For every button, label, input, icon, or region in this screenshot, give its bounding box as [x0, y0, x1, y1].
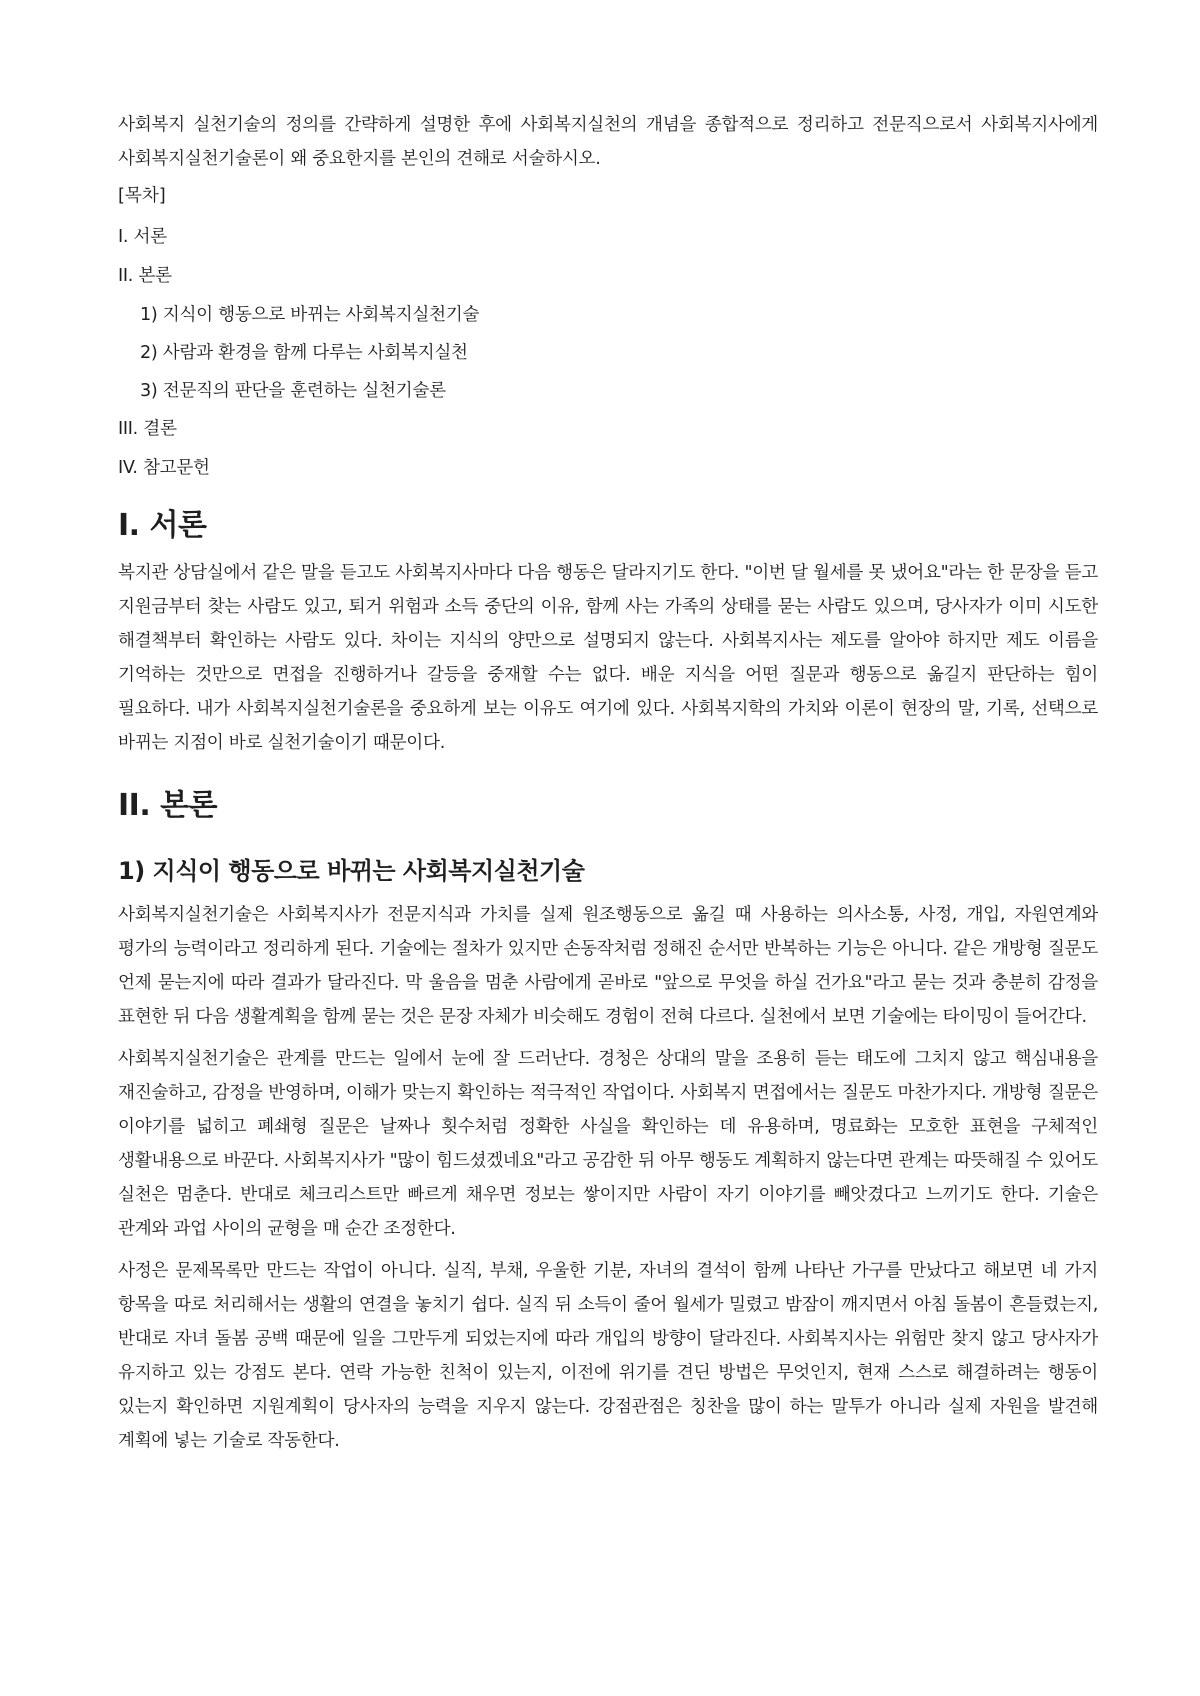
body-paragraph: 사회복지실천기술은 사회복지사가 전문지식과 가치를 실제 원조행동으로 옮길 때 사용하는 의사소통, 사정, 개입, 자원연계와 평가의 능력이라고 정리하게 된다. 기술에는 절차가 있지만 손동작처럼 정해진 순서만 반복하는 기능은 아니다. 같은 개방형 질문도 언제 묻는지에 따라 결과가 달라진다. 막 울음을 멈춘 사람에게 곧바로 "앞으로 무엇을 하실 건가요"라고 묻는 것과 충분히 감정을 표현한 뒤 다음 생활계획을 함께 묻는 것은 문장 자체가 비슷해도 경험이 전혀 다르다. 실천에서 보면 기술에는 타이밍이 들어간다. — [118, 905, 1098, 1027]
body-paragraph: 사정은 문제목록만 만드는 작업이 아니다. 실직, 부채, 우울한 기분, 자녀의 결석이 함께 나타난 가구를 만났다고 해보면 네 가지 항목을 따로 처리해서는 생활의 연결을 놓치기 쉽다. 실직 뒤 소득이 줄어 월세가 밀렸고 밤잠이 깨지면서 아침 돌봄이 흔들렸는지, 반대로 자녀 돌봄 공백 때문에 일을 그만두게 되었는지에 따라 개입의 방향이 달라진다. 사회복지사는 위험만 찾지 않고 당사자가 유지하고 있는 강점도 본다. 연락 가능한 친척이 있는지, 이전에 위기를 견딘 방법은 무엇인지, 현재 스스로 해결하려는 행동이 있는지 확인하면 지원계획이 당사자의 능력을 지우지 않는다. 강점관점은 칭찬을 많이 하는 말투가 아니라 실제 자원을 발견해 계획에 넣는 기술로 작동한다. — [118, 1261, 1098, 1451]
table-of-contents — [118, 225, 1098, 480]
toc-subitem: 2) 사람과 환경을 함께 다루는 사회복지실천 — [140, 343, 468, 363]
body-paragraph: 사회복지실천기술은 관계를 만드는 일에서 눈에 잘 드러난다. 경청은 상대의 말을 조용히 듣는 태도에 그치지 않고 핵심내용을 재진술하고, 감정을 반영하며, 이해가 맞는지 확인하는 적극적인 작업이다. 사회복지 면접에서는 질문도 마찬가지다. 개방형 질문은 이야기를 넓히고 폐쇄형 질문은 날짜나 횟수처럼 정확한 사실을 확인하는 데 유용하며, 명료화는 모호한 표현을 구체적인 생활내용으로 바꾼다. 사회복지사가 "많이 힘드셨겠네요"라고 공감한 뒤 아무 행동도 계획하지 않는다면 관계는 따뜻해질 수 있어도 실천은 멈춘다. 반대로 체크리스트만 빠르게 채우면 정보는 쌓이지만 사람이 자기 이야기를 빼앗겼다고 느끼기도 한다. 기술은 관계와 과업 사이의 균형을 매 순간 조정한다. — [118, 1049, 1098, 1239]
toc-item: II. 본론 — [118, 266, 172, 286]
toc-item: IV. 참고문헌 — [118, 458, 210, 478]
intro-paragraph: 복지관 상담실에서 같은 말을 듣고도 사회복지사마다 다음 행동은 달라지기도 한다. "이번 달 월세를 못 냈어요"라는 한 문장을 듣고 지원금부터 찾는 사람도 있고, 퇴거 위험과 소득 중단의 이유, 함께 사는 가족의 상태를 묻는 사람도 있으며, 당사자가 이미 시도한 해결책부터 확인하는 사람도 있다. 차이는 지식의 양만으로 설명되지 않는다. 사회복지사는 제도를 알아야 하지만 제도 이름을 기억하는 것만으로 면접을 진행하거나 갈등을 중재할 수는 없다. 배운 지식을 어떤 질문과 행동으로 옮길지 판단하는 힘이 필요하다. 내가 사회복지실천기술론을 중요하게 보는 이유도 여기에 있다. 사회복지학의 가치와 이론이 현장의 말, 기록, 선택으로 바뀌는 지점이 바로 실천기술이기 때문이다. — [118, 563, 1098, 753]
toc-item: I. 서론 — [118, 227, 167, 247]
subsection-heading: 1) 지식이 행동으로 바뀌는 사회복지실천기술 — [118, 857, 585, 885]
toc-subitem: 1) 지식이 행동으로 바뀌는 사회복지실천기술 — [140, 305, 480, 325]
toc-subitem: 3) 전문직의 판단을 훈련하는 실천기술론 — [140, 381, 446, 401]
assignment-question: 사회복지 실천기술의 정의를 간략하게 설명한 후에 사회복지실천의 개념을 종합적으로 정리하고 전문직으로서 사회복지사에게 사회복지실천기술론이 왜 중요한지를 본인의 견해로 서술하시오. — [118, 115, 1098, 169]
section-heading-intro: I. 서론 — [118, 508, 207, 543]
toc-heading: [목차] — [118, 186, 166, 206]
section-heading-body: II. 본론 — [118, 788, 218, 823]
toc-item: III. 결론 — [118, 419, 177, 439]
document-page — [118, 108, 1098, 1458]
